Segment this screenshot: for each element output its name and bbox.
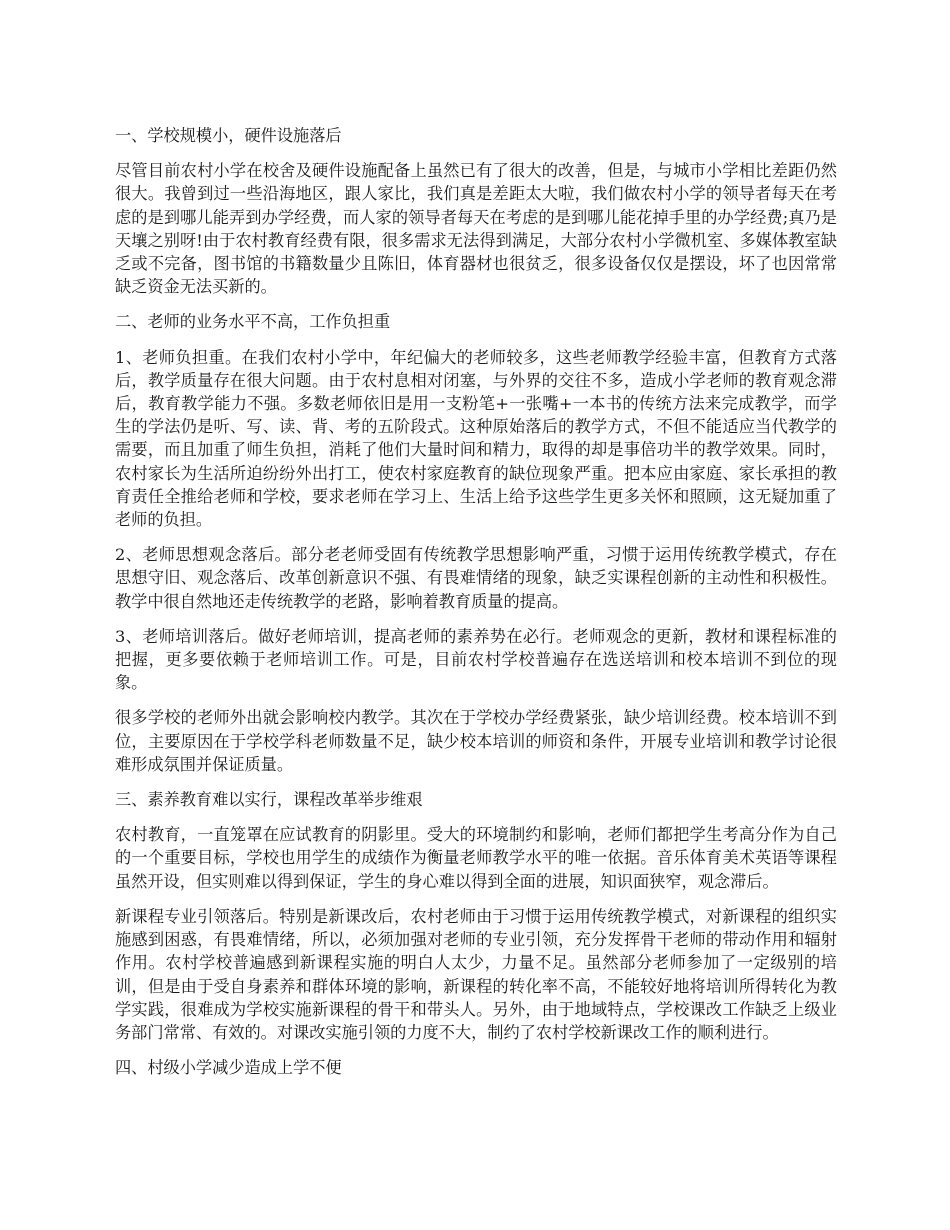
section-heading-1: 一、学校规模小，硬件设施落后: [115, 126, 342, 145]
paragraph-facilities: 尽管目前农村小学在校舍及硬件设施配备上虽然已有了很大的改善，但是，与城市小学相比差距仍然很大。我曾到过一些沿海地区，跟人家比，我们真是差距太大啦，我们做农村小学的领导者每天在考虑的是到哪儿能弄到办学经费，而人家的领导者每天在考虑的是到哪儿能花掉手里的办学经费;真乃是天壤之别呀!由于农村教育经费有限，很多需求无法得到满足，大部分农村小学微机室、多媒体教室缺乏或不完备，图书馆的书籍数量少且陈旧，体育器材也很贫乏，很多设备仅仅是摆设，坏了也因常常缺乏资金无法买新的。: [115, 161, 837, 297]
section-heading-4: 四、村级小学减少造成上学不便: [115, 1058, 342, 1078]
document-page: [115, 124, 837, 1091]
paragraph-curriculum-reform: 新课程专业引领落后。特别是新课改后，农村老师由于习惯于运用传统教学模式，对新课程的组织实施感到困惑，有畏难情绪，所以，必须加强对老师的专业引领，充分发挥骨干老师的带动作用和辐射作用。农村学校普遍感到新课程实施的明白人太少，力量不足。虽然部分老师参加了一定级别的培训，但是由于受自身素养和群体环境的影响，新课程的转化率不高，不能较好地将培训所得转化为教学实践，很难成为学校实施新课程的骨干和带头人。另外，由于地域特点，学校课改工作缺乏上级业务部门常常、有效的。对课改实施引领的力度不大，制约了农村学校新课改工作的顺利进行。: [115, 906, 837, 1042]
paragraph-teacher-mindset: 2、老师思想观念落后。部分老老师受固有传统教学思想影响严重，习惯于运用传统教学模式，存在思想守旧、观念落后、改革创新意识不强、有畏难情绪的现象，缺乏实课程创新的主动性和积极性。教学中很自然地还走传统教学的老路，影响着教育质量的提高。: [115, 545, 837, 611]
paragraph-school-funding: 很多学校的老师外出就会影响校内教学。其次在于学校办学经费紧张，缺少培训经费。校本培训不到位，主要原因在于学校学科老师数量不足，缺少校本培训的师资和条件，开展专业培训和教学讨论很难形成氛围并保证质量。: [115, 708, 837, 774]
paragraph-teacher-training: 3、老师培训落后。做好老师培训，提高老师的素养势在必行。老师观念的更新，教材和课程标准的把握，更多要依赖于老师培训工作。可是，目前农村学校普遍存在选送培训和校本培训不到位的现象。: [115, 626, 837, 693]
section-heading-3: 三、素养教育难以实行，课程改革举步维艰: [115, 790, 423, 810]
paragraph-teacher-burden: 1、老师负担重。在我们农村小学中，年纪偏大的老师较多，这些老师教学经验丰富，但教育方式落后，教学质量存在很大问题。由于农村息相对闭塞，与外界的交往不多，造成小学老师的教育观念滞后，教育教学能力不强。多数老师依旧是用一支粉笔+一张嘴+一本书的传统方法来完成教学，而学生的学法仍是听、写、读、背、考的五阶段式。这种原始落后的教学方式，不但不能适应当代教学的需要，而且加重了师生负担，消耗了他们大量时间和精力，取得的却是事倍功半的教学效果。同时，农村家长为生活所迫纷纷外出打工，使农村家庭教育的缺位现象严重。把本应由家庭、家长承担的教育责任全推给老师和学校，要求老师在学习上、生活上给予这些学生更多关怀和照顾，这无疑加重了老师的负担。: [115, 347, 837, 530]
paragraph-exam-education: 农村教育，一直笼罩在应试教育的阴影里。受大的环境制约和影响，老师们都把学生考高分作为自己的一个重要目标，学校也用学生的成绩作为衡量老师教学水平的唯一依据。音乐体育美术英语等课程虽然开设，但实则难以得到保证，学生的身心难以得到全面的进展，知识面狭窄，观念滞后。: [115, 825, 837, 891]
section-heading-2: 二、老师的业务水平不高，工作负担重: [115, 312, 391, 332]
